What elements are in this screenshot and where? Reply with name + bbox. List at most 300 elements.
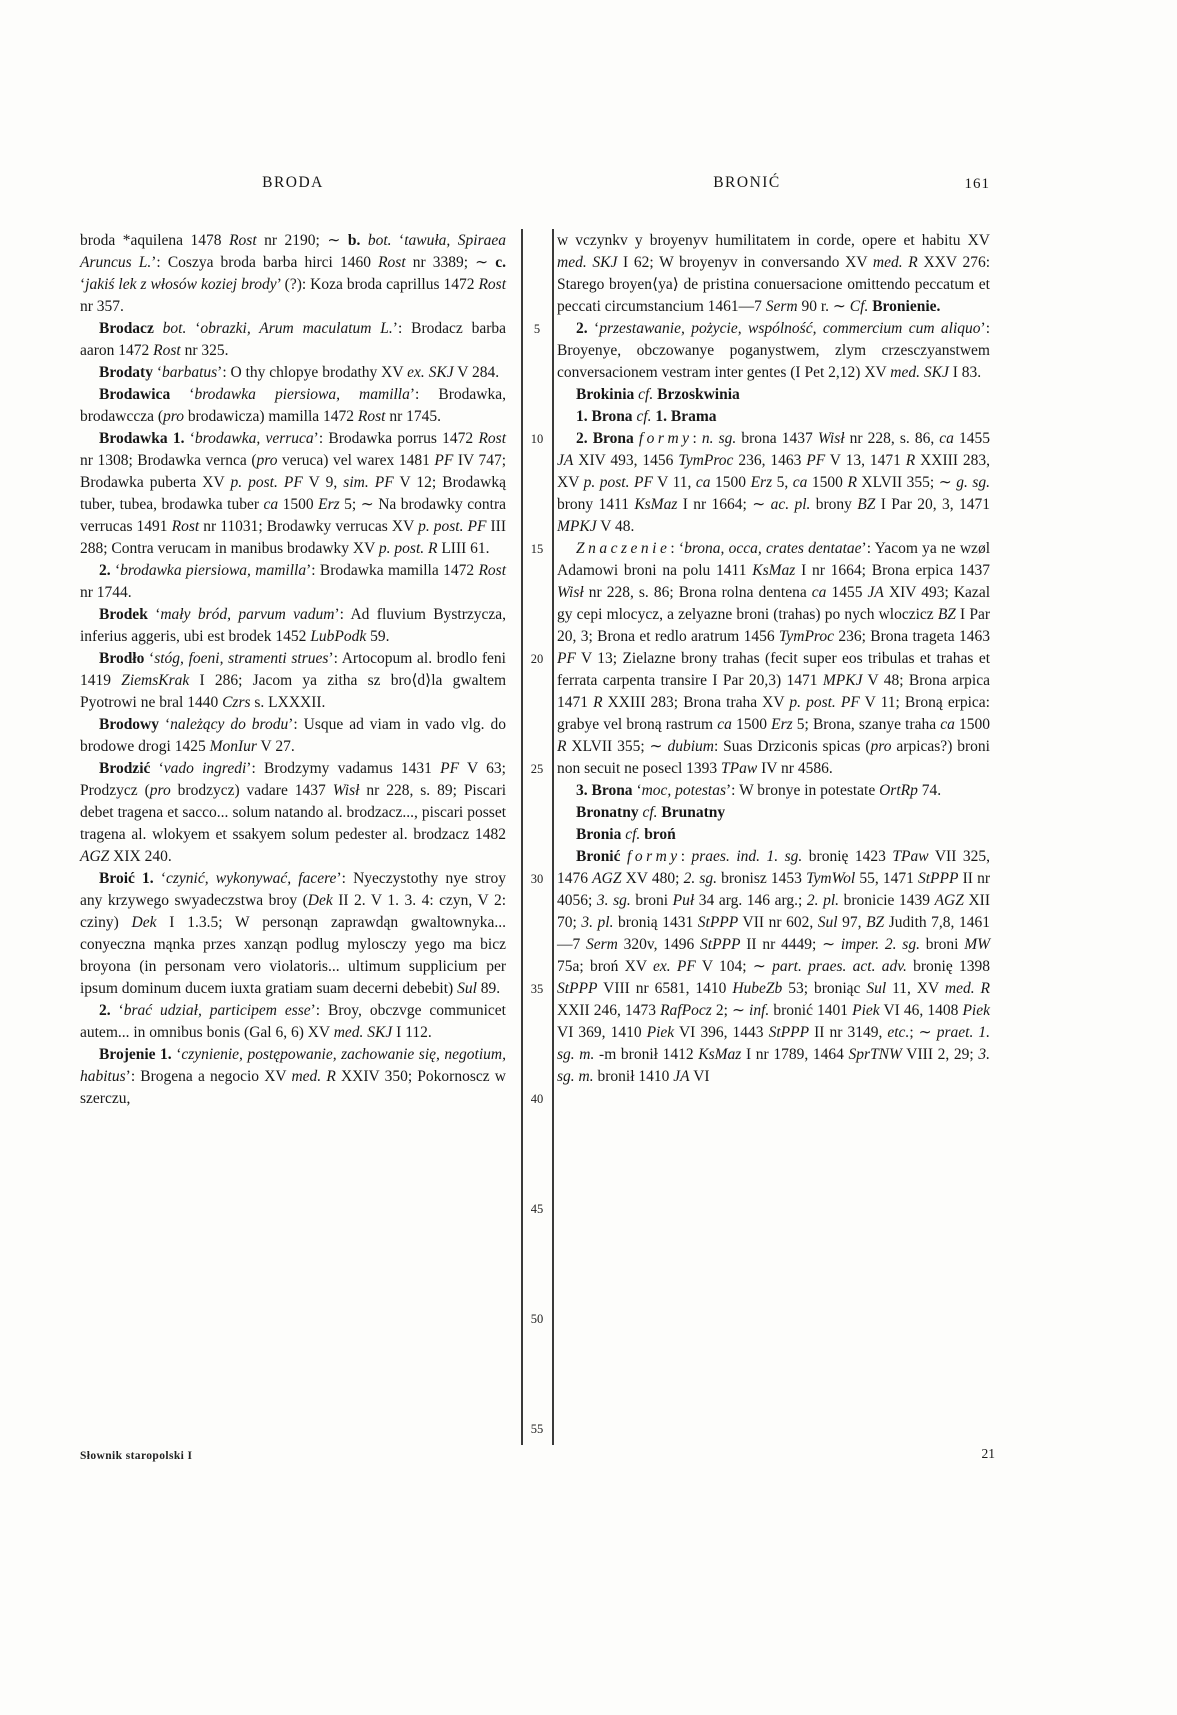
text-run: KsMaz — [698, 1046, 742, 1063]
text-run: SprTNW — [848, 1046, 902, 1063]
text-run: med. R — [944, 980, 991, 997]
text-run: ’: W bronye in potestate — [726, 782, 880, 799]
text-run: Judith 7,8, 1461—7 — [557, 914, 990, 953]
text-run: V 13; Zielazne brony trahas (fecit super eos tribulas et trahas et ferrata carpenta transire I Par 20,3) 1471 — [557, 650, 990, 689]
text-run: bronię 1423 — [802, 848, 893, 865]
text-run: TymWol — [806, 870, 856, 887]
text-run: 3. pl. — [581, 914, 614, 931]
text-run: nr 357. — [80, 298, 124, 315]
text-run: V 9, — [302, 474, 344, 491]
text-run: ‘ — [144, 650, 155, 667]
text-run: VII 325, 1476 — [557, 848, 990, 887]
text-run: Brodawica — [99, 386, 171, 403]
text-run: Sul — [817, 914, 838, 931]
entry-paragraph — [80, 384, 506, 428]
text-run: nr 228, s. 86; Brona rolna dentena — [583, 584, 812, 601]
text-run: ‘ — [152, 364, 163, 381]
text-run: HubeZb — [732, 980, 783, 997]
text-run: VI 46, 1408 — [879, 1002, 963, 1019]
text-run: ‘ — [150, 760, 164, 777]
entry-paragraph — [80, 560, 506, 604]
text-run: p. post. R — [378, 540, 438, 557]
text-run: ‘ — [110, 562, 121, 579]
text-run: ’ (?): Koza broda caprillus 1472 — [276, 276, 479, 293]
text-run: 1. Brona — [576, 408, 633, 425]
text-run: I Par 20, 3; Brona et redlo aratrum 1456 — [557, 606, 990, 645]
text-run: JA — [867, 584, 884, 601]
text-run: ‘ — [153, 870, 167, 887]
text-run: Sul — [457, 980, 477, 997]
text-run: XXV 276: Starego broyen⟨ya⟩ de pristina conuersacione omittendo peccatum et peccati circumstancium 1461—7 — [557, 254, 991, 315]
text-run: 1455 — [826, 584, 868, 601]
text-run: brodawka, verruca — [194, 430, 314, 447]
text-run: g. sg. — [956, 474, 991, 491]
text-run: ‘ — [587, 320, 600, 337]
text-run: med. R — [872, 254, 918, 271]
text-run: MonIur — [209, 738, 257, 755]
text-run: nr 1308; Brodawka vernca ( — [80, 452, 257, 469]
text-run: w vczynkv y broyenyv humilitatem in corde, opere et habitu XV — [557, 232, 990, 249]
text-run: Brodzić — [99, 760, 151, 777]
text-run: ’: Broy, obczvge communicet autem... in omnibus bonis (Gal 6, 6) XV — [80, 1002, 506, 1041]
text-run: 2. — [99, 562, 111, 579]
text-run: V 13, 1471 — [825, 452, 906, 469]
text-run: przestawanie, pożycie, wspólność, commercium cum aliquo — [599, 320, 981, 337]
entry-paragraph — [557, 230, 990, 318]
text-run: I 1.3.5; W personąn zaprawdąn gwaltownyka... conyeczna mąnka przes xanząn podlug mylosczy yego ma bicz broyona (in personam vero violatoris... ultimum supplicium per ipsum dominum ducem iuxta gratiam suam decerni debebit) — [80, 914, 507, 997]
text-run: 1500 — [954, 716, 991, 733]
text-run: 3. sg. — [596, 892, 631, 909]
text-run: Dek — [307, 892, 333, 909]
text-run: b. — [347, 232, 361, 249]
text-run: OrtRp — [879, 782, 918, 799]
text-run: V 284. — [453, 364, 500, 381]
text-run: p. post. PF — [583, 474, 653, 491]
entry-paragraph — [80, 868, 506, 1000]
text-run: inf. — [749, 1002, 770, 1019]
text-run: Czrs — [222, 694, 251, 711]
text-run: arpicas?) broni non secuit ne posecl 1393 — [557, 738, 990, 777]
text-column-left — [80, 230, 506, 1110]
text-run: R — [593, 694, 603, 711]
text-run: StPPP — [918, 870, 959, 887]
text-run: moc, potestas — [641, 782, 726, 799]
entry-paragraph — [557, 538, 990, 780]
text-run: Wisł — [817, 430, 845, 447]
text-run: ’: Artocopum al. brodlo feni 1419 — [80, 650, 506, 689]
text-run: StPPP — [700, 936, 741, 953]
text-run: TymProc — [778, 628, 835, 645]
text-run: AGZ — [934, 892, 964, 909]
entry-paragraph — [80, 648, 506, 714]
text-run: VI 396, 1443 — [674, 1024, 769, 1041]
text-run: 3. Brona — [576, 782, 633, 799]
text-run: I 286; Jacom ya zitha sz bro⟨d⟩la gwaltem Pyotrowi ne bral 1440 — [80, 672, 507, 711]
text-run: bot. — [162, 320, 187, 337]
text-run: Bronienie. — [872, 298, 941, 315]
text-run: VI 369, 1410 — [557, 1024, 647, 1041]
text-run: jakiś lek z włosów koziej brody — [85, 276, 277, 293]
text-run: II nr 4056; — [557, 870, 990, 909]
text-run: nr 325. — [180, 342, 229, 359]
text-run: LIII 61. — [437, 540, 490, 557]
text-run: brodzycz) vadare 1437 — [170, 782, 333, 799]
text-run: ’: Brodawka porrus 1472 — [313, 430, 479, 447]
entry-paragraph — [80, 1000, 506, 1044]
text-run: ‘ — [186, 320, 201, 337]
text-run: praet. 1. sg. m. — [557, 1024, 991, 1063]
text-run: V 63; Prodzycz ( — [80, 760, 506, 799]
text-run: ’: Nyeczystothy nye stroy any krzywego swyadeczstwa broy ( — [80, 870, 507, 909]
text-run: nr 11031; Brodawky verrucas XV — [199, 518, 419, 535]
text-run: Rost — [357, 408, 386, 425]
text-run: I 62; W broyenyv in conversando XV — [617, 254, 873, 271]
text-run: TPaw — [892, 848, 929, 865]
text-run: 5, — [772, 474, 793, 491]
text-run: Brodacz — [99, 320, 154, 337]
text-run: Erz — [318, 496, 340, 513]
text-run: brona 1437 — [736, 430, 818, 447]
text-run: StPPP — [768, 1024, 810, 1041]
text-run: ’: Usque ad viam in vado vlg. do brodowe drogi 1425 — [80, 716, 506, 755]
text-run: Rost — [478, 430, 506, 447]
text-run: med. SKJ — [557, 254, 618, 271]
text-run: Brzoskwinia — [657, 386, 740, 403]
text-run: bronił 1410 — [593, 1068, 674, 1085]
text-run: ex. PF — [653, 958, 696, 975]
text-run: ca — [940, 716, 955, 733]
text-run: XII 70; — [557, 892, 990, 931]
text-run: ca — [811, 584, 827, 601]
text-run: cf. — [638, 386, 654, 403]
text-run: Wisł — [557, 584, 584, 601]
text-run: MPKJ — [822, 672, 863, 689]
text-run: Brunatny — [661, 804, 726, 821]
text-run: BZ — [857, 496, 876, 513]
entry-paragraph — [557, 428, 990, 538]
text-run: : — [692, 430, 702, 447]
text-run: ’: Brodawka, brodawccza ( — [80, 386, 506, 425]
text-run: V 104; ∼ — [695, 958, 773, 975]
text-run: etc. — [887, 1024, 910, 1041]
text-run: pro — [163, 408, 185, 425]
text-run: ’: Ad fluvium Bystrzycza, inferius aggeris, ubi est brodek 1452 — [80, 606, 506, 645]
text-run: AGZ — [80, 848, 110, 865]
text-run: R — [905, 452, 916, 469]
text-run: ‘ — [159, 716, 171, 733]
text-run: ’: Brodzymy vadamus 1431 — [246, 760, 441, 777]
text-run: IV 747; Brodawka puberta XV — [80, 452, 506, 491]
text-run: cf. — [642, 804, 658, 821]
text-run: XXIV 350; Pokornoscz w szerczu, — [80, 1068, 506, 1107]
text-run: 34 arg. 146 arg.; — [694, 892, 807, 909]
text-run: broda *aquilena 1478 — [80, 232, 230, 249]
text-run: Erz — [750, 474, 773, 491]
text-run: JA — [557, 452, 574, 469]
text-run: nr 1744. — [80, 584, 132, 601]
text-run: ‘ — [80, 276, 86, 293]
page-number-bottom: 21 — [981, 1446, 995, 1461]
text-run: Rost — [378, 254, 406, 271]
text-run: 1500 — [731, 716, 772, 733]
entry-paragraph — [80, 604, 506, 648]
entry-paragraph — [557, 780, 990, 802]
text-run: Brodaty — [99, 364, 153, 381]
text-run: V 48; Brona arpica 1471 — [557, 672, 990, 711]
text-run: LubPodk — [310, 628, 367, 645]
text-run: Rost — [153, 342, 181, 359]
text-run: nr 2190; ∼ — [256, 232, 348, 249]
entry-paragraph — [80, 428, 506, 560]
text-run: VIII nr 6581, 1410 — [597, 980, 733, 997]
line-number-5: 5 — [533, 322, 541, 336]
text-run: 3. sg. m. — [557, 1046, 990, 1085]
entry-paragraph — [80, 230, 506, 318]
text-run: formy — [627, 848, 681, 865]
text-run: V 27. — [256, 738, 295, 755]
text-run: 320v, 1496 — [617, 936, 701, 953]
text-run: ca — [263, 496, 279, 513]
entry-paragraph — [80, 714, 506, 758]
text-run: 1455 — [953, 430, 991, 447]
text-run: XV 480; — [621, 870, 684, 887]
text-run: bot. — [367, 232, 392, 249]
text-run: 97, — [837, 914, 867, 931]
text-run: n. sg. — [701, 430, 737, 447]
text-run: dubium — [667, 738, 714, 755]
text-run: bronicie 1439 — [839, 892, 935, 909]
text-run: ‘ — [110, 1002, 124, 1019]
text-run: 236, 1463 — [733, 452, 807, 469]
text-run: nr 228, s. 89; Piscari debet tragena et sacco... solum natando al. brodzacz..., piscari posset tragena al. wlokyem et ssakyem solum pedester al. brodzacz 1482 — [80, 782, 506, 843]
entry-paragraph — [557, 846, 990, 1088]
text-run: ; ∼ — [909, 1024, 937, 1041]
line-number-10: 10 — [530, 432, 544, 446]
text-run: PF — [806, 452, 826, 469]
text-run: med. SKJ — [890, 364, 949, 381]
text-run: PF — [557, 650, 576, 667]
text-run: ‘ — [147, 606, 161, 623]
text-run: 2; ∼ — [711, 1002, 750, 1019]
page-number-top: 161 — [964, 176, 990, 192]
text-run: KsMaz — [752, 562, 796, 579]
text-run: VIII 2, 29; — [901, 1046, 979, 1063]
text-run: Brokinia — [576, 386, 635, 403]
text-run: VI — [689, 1068, 710, 1085]
text-run: ’: Brodawka mamilla 1472 — [306, 562, 479, 579]
text-run: 2. — [576, 320, 588, 337]
line-number-50: 50 — [530, 1312, 544, 1326]
text-run: bronię 1398 — [906, 958, 990, 975]
text-run: p. post. PF — [789, 694, 860, 711]
text-run: bronisz 1453 — [717, 870, 807, 887]
text-run: pro — [256, 452, 278, 469]
text-run: I nr 1664; ∼ — [677, 496, 771, 513]
text-run: 75a; broń XV — [557, 958, 654, 975]
text-run: XIV 493; Kazal gy cepi mlocycz, a zelyazne broni (trahas) po nych wloczicz — [557, 584, 991, 623]
text-run: czynienie, postępowanie, zachowanie się, negotium, habitus — [80, 1046, 506, 1085]
text-run: I nr 1664; Brona erpica 1437 — [795, 562, 990, 579]
text-run: Brodowy — [99, 716, 160, 733]
text-run: StPPP — [697, 914, 739, 931]
text-run: Broić 1. — [99, 870, 154, 887]
text-run: ca — [695, 474, 711, 491]
entry-paragraph — [557, 318, 990, 384]
text-run: pro — [870, 738, 892, 755]
text-run: Rost — [229, 232, 257, 249]
text-run: s. LXXXII. — [250, 694, 326, 711]
text-run: 55, 1471 — [855, 870, 918, 887]
text-run: R — [847, 474, 857, 491]
text-run: ‘ — [632, 782, 642, 799]
text-run: 5; Brona, szanye traha — [792, 716, 941, 733]
text-run: XXIII 283, XV — [557, 452, 990, 491]
text-run: : — [680, 848, 692, 865]
text-run: Brojenie 1. — [99, 1046, 172, 1063]
text-run: ac. pl. — [770, 496, 811, 513]
text-run: Piek — [962, 1002, 990, 1019]
gutter-rule-right — [552, 229, 554, 1445]
text-run: XIX 240. — [109, 848, 172, 865]
text-run: -m bronił 1412 — [594, 1046, 699, 1063]
text-run: ’: Brogena a negocio XV — [125, 1068, 292, 1085]
text-run: Bronić — [576, 848, 621, 865]
text-run: : Suas Drziconis spicas ( — [713, 738, 871, 755]
text-run: part. praes. act. adv. — [772, 958, 907, 975]
text-run: VII nr 602, — [738, 914, 818, 931]
text-run: Serm — [765, 298, 798, 315]
text-run: należący do brodu — [170, 716, 289, 733]
text-run: StPPP — [557, 980, 598, 997]
text-run: ’: Yacom ya ne wzøl Adamowi broni na polu 1411 — [557, 540, 990, 579]
text-run: brony 1411 — [557, 496, 635, 513]
text-run: XXIII 283; Brona traha XV — [602, 694, 790, 711]
text-run: Wisł — [332, 782, 360, 799]
text-run: Bronatny — [576, 804, 639, 821]
text-run: XLVII 355; ∼ — [856, 474, 957, 491]
text-run: tawuła, Spiraea Aruncus L. — [80, 232, 507, 271]
text-run: 1500 — [710, 474, 751, 491]
entry-paragraph — [557, 384, 990, 406]
line-number-55: 55 — [530, 1422, 544, 1436]
text-run: R — [557, 738, 567, 755]
text-run: PF — [434, 452, 454, 469]
text-run: imper. 2. sg. — [840, 936, 920, 953]
text-run: BZ — [866, 914, 885, 931]
text-run: obrazki, Arum maculatum L. — [200, 320, 393, 337]
text-run: barbatus — [162, 364, 218, 381]
entry-paragraph — [80, 758, 506, 868]
text-run: 89. — [476, 980, 501, 997]
text-run: V 11, — [652, 474, 696, 491]
line-number-30: 30 — [530, 872, 544, 886]
text-run: Brodek — [99, 606, 148, 623]
text-run: V 11; Broną erpica: grabye vel broną rastrum — [557, 694, 990, 733]
text-run: KsMaz — [634, 496, 678, 513]
text-run: ca — [717, 716, 732, 733]
text-run: V 12; Brodawką tuber, tubea, brodawka tuber — [80, 474, 506, 513]
text-run: ‘ — [391, 232, 405, 249]
text-run: I 83. — [948, 364, 982, 381]
text-run: p. post. PF — [230, 474, 303, 491]
text-run: : ‘ — [670, 540, 685, 557]
footer-volume-label: Słownik staropolski I — [80, 1450, 193, 1462]
text-run: brodawicza) mamilla 1472 — [184, 408, 358, 425]
text-run: sim. PF — [343, 474, 394, 491]
text-run: brać udział, participem esse — [123, 1002, 311, 1019]
text-column-right — [557, 230, 990, 1088]
text-run: bronią 1431 — [613, 914, 698, 931]
text-run: brona, occa, crates dentatae — [684, 540, 862, 557]
text-run: nr 3389; ∼ — [405, 254, 496, 271]
line-number-gutter — [523, 230, 551, 1440]
text-run: 1500 — [278, 496, 319, 513]
text-run: ZiemsKrak — [121, 672, 190, 689]
text-run: I Par 20, 3, 1471 — [875, 496, 991, 513]
text-run: TymProc — [678, 452, 734, 469]
text-run: vado ingredi — [163, 760, 247, 777]
text-run — [154, 320, 163, 337]
text-run: 2. sg. — [683, 870, 717, 887]
text-run: XLVII 355; ∼ — [566, 738, 668, 755]
text-run: p. post. PF — [418, 518, 487, 535]
text-run: ’: Brodacz barba aaron 1472 — [80, 320, 506, 359]
text-run: Serm — [586, 936, 618, 953]
text-run: I 112. — [392, 1024, 432, 1041]
entry-paragraph — [80, 362, 506, 384]
text-run: stóg, foeni, stramenti strues — [154, 650, 329, 667]
text-run: veruca) vel warex 1481 — [277, 452, 435, 469]
text-run: med. SKJ — [333, 1024, 393, 1041]
line-number-25: 25 — [530, 762, 544, 776]
text-run: JA — [673, 1068, 690, 1085]
line-number-15: 15 — [530, 542, 544, 556]
text-run: broni — [919, 936, 965, 953]
text-run: MPKJ — [557, 518, 597, 535]
text-run: praes. ind. 1. sg. — [691, 848, 803, 865]
text-run: Rost — [171, 518, 200, 535]
text-run: II nr 4449; ∼ — [740, 936, 841, 953]
text-run: 53; broniąc — [782, 980, 867, 997]
text-run: Cf. — [849, 298, 869, 315]
entry-paragraph — [557, 824, 990, 846]
text-run: TPaw — [721, 760, 758, 777]
text-run: 59. — [366, 628, 390, 645]
text-run: 74. — [917, 782, 942, 799]
text-run: Rost — [478, 562, 506, 579]
text-run: Bronia — [576, 826, 622, 843]
text-run: ex. SKJ — [407, 364, 454, 381]
text-run: Piek — [646, 1024, 675, 1041]
text-run: ca — [792, 474, 808, 491]
text-run: IV nr 4586. — [757, 760, 833, 777]
text-run: brodawka piersiowa, mamilla — [120, 562, 307, 579]
entry-paragraph — [557, 406, 990, 428]
text-run: nr 1745. — [385, 408, 442, 425]
text-run: brony — [810, 496, 858, 513]
entry-paragraph — [80, 1044, 506, 1110]
text-run: I nr 1789, 1464 — [741, 1046, 849, 1063]
line-number-45: 45 — [530, 1202, 544, 1216]
text-run: c. — [495, 254, 506, 271]
text-run: V 48. — [596, 518, 635, 535]
text-run: bronić 1401 — [769, 1002, 853, 1019]
text-run: mały bród, parvum vadum — [160, 606, 335, 623]
text-run: XXII 246, 1473 — [557, 1002, 661, 1019]
text-run: ’: O thy chlopye brodathy XV — [217, 364, 408, 381]
text-run: Brodawka 1. — [99, 430, 185, 447]
text-run: Piek — [852, 1002, 880, 1019]
